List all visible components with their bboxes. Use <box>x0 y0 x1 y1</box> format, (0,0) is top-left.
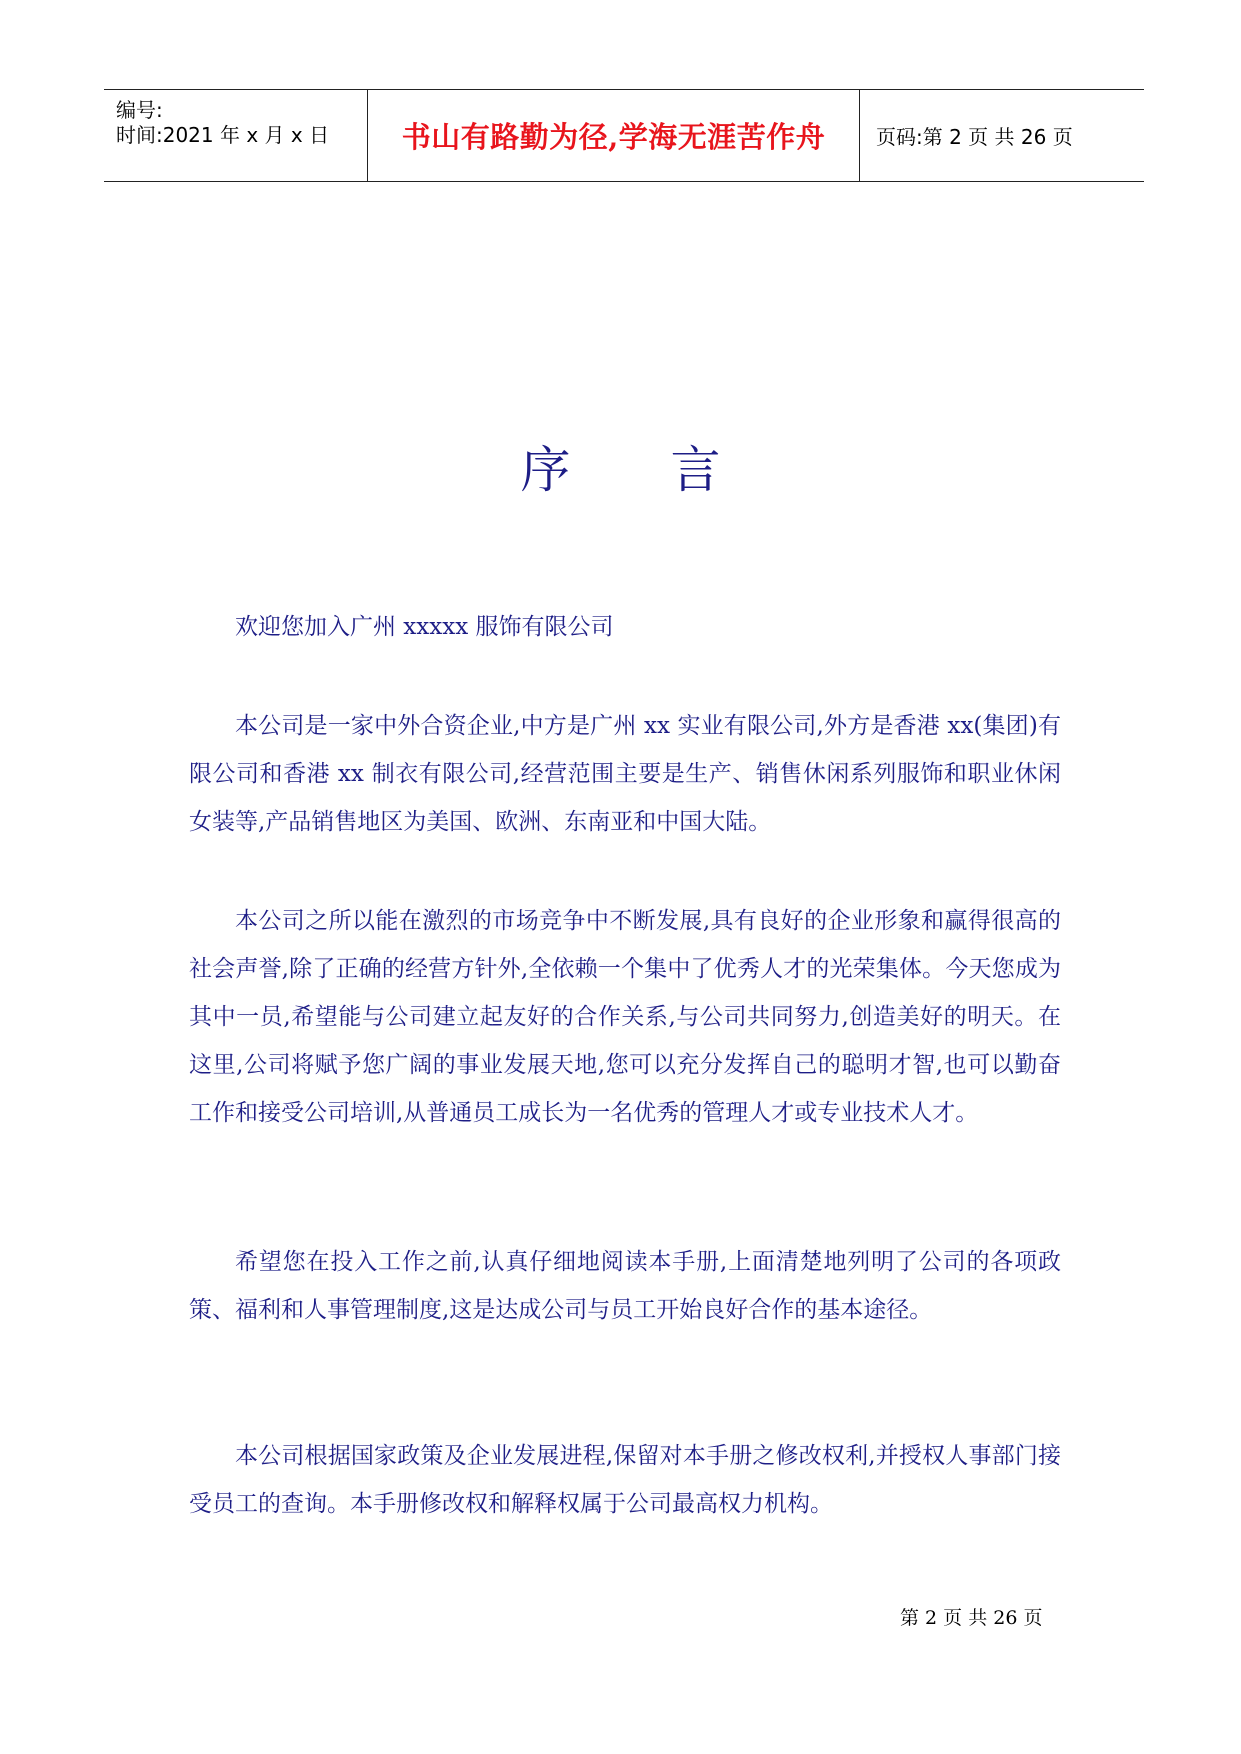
paragraph-welcome <box>189 603 1061 651</box>
header-meta-cell <box>104 90 368 181</box>
header-page-info: 页码:第 2 页 共 26 页 <box>876 125 1073 149</box>
document-header <box>104 89 1144 182</box>
page-footer: 第 2 页 共 26 页 <box>900 1607 1043 1629</box>
paragraph-company-intro <box>189 702 1061 846</box>
document-time: 时间:2021 年 x 月 x 日 <box>116 123 330 147</box>
motto-text: 书山有路勤为径,学海无涯苦作舟 <box>401 120 826 154</box>
header-page-cell <box>860 90 1144 181</box>
paragraph-text: 欢迎您加入广州 xxxxx 服饰有限公司 <box>235 614 614 640</box>
paragraph-text: 本公司根据国家政策及企业发展进程,保留对本手册之修改权利,并授权人事部门接受员工的查询。本手册修改权和解释权属于公司最高权力机构。 <box>189 1443 1061 1517</box>
page-title: 序言 <box>520 441 821 499</box>
document-number-label: 编号: <box>116 98 163 122</box>
paragraph-text: 本公司是一家中外合资企业,中方是广州 xx 实业有限公司,外方是香港 xx(集团)有限公司和香港 xx 制衣有限公司,经营范围主要是生产、销售休闲系列服饰和职业休闲女装等,产品销售地区为美国、欧洲、东南亚和中国大陆。 <box>189 713 1061 835</box>
paragraph-reading-advice <box>189 1238 1061 1334</box>
paragraph-development <box>189 897 1061 1137</box>
paragraph-text: 希望您在投入工作之前,认真仔细地阅读本手册,上面清楚地列明了公司的各项政策、福利和人事管理制度,这是达成公司与员工开始良好合作的基本途径。 <box>189 1249 1061 1323</box>
header-motto-cell <box>368 90 860 181</box>
paragraph-rights <box>189 1432 1061 1528</box>
paragraph-text: 本公司之所以能在激烈的市场竞争中不断发展,具有良好的企业形象和赢得很高的社会声誉,除了正确的经营方针外,全依赖一个集中了优秀人才的光荣集体。今天您成为其中一员,希望能与公司建立起友好的合作关系,与公司共同努力,创造美好的明天。在这里,公司将赋予您广阔的事业发展天地,您可以充分发挥自己的聪明才智,也可以勤奋工作和接受公司培训,从普通员工成长为一名优秀的管理人才或专业技术人才。 <box>189 908 1061 1126</box>
